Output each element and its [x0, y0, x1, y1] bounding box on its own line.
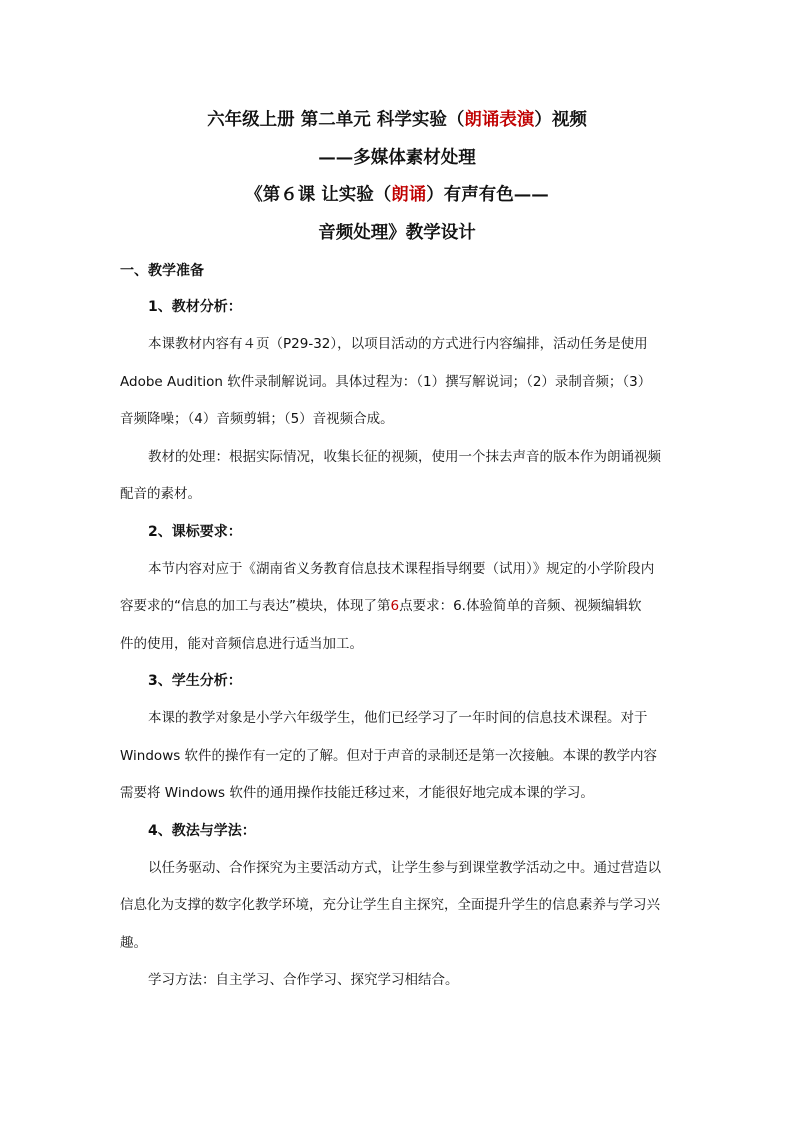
subheading-teaching-methods: 4、教法与学法： [148, 822, 256, 839]
title-line-2: ——多媒体素材处理 [318, 147, 476, 168]
paragraph-line-text: 以任务驱动、合作探究为主要活动方式，让学生参与到课堂教学活动之中。通过营造以 [148, 859, 661, 876]
paragraph-line-text: 点要求：6.体验简单的音频、视频编辑软 [399, 598, 642, 614]
paragraph-line-text: 教材的处理：根据实际情况，收集长征的视频，使用一个抹去声音的版本作为朗诵视频 [148, 448, 661, 465]
paragraph-line: 配音的素材。 [120, 486, 201, 502]
title-line-3 [0, 177, 794, 215]
title-line-4: 音频处理》教学设计 [318, 222, 476, 243]
paragraph-line [120, 326, 676, 364]
paragraph-line: Adobe Audition 软件录制解说词。具体过程为：（1）撰写解说词；（2）录制音频；（3） [120, 373, 652, 390]
title-line-3-text-a: 《第６课 让实验（ [245, 185, 392, 205]
paragraph-line: 音频降噪；（4）音频剪辑；（5）音视频合成。 [120, 411, 394, 427]
paragraph-line [120, 439, 676, 477]
section-heading-preparation: 一、教学准备 [120, 263, 204, 279]
title-line-3-text-b: ）有声有色—— [426, 185, 549, 205]
subheading-curriculum-requirements: 2、课标要求： [148, 523, 242, 540]
paragraph-line-text: 本节内容对应于《湖南省义务教育信息技术课程指导纲要（试用）》规定的小学阶段内 [148, 560, 655, 577]
title-line-1-text-b: ）视频 [534, 110, 587, 130]
paragraph-curriculum [120, 551, 676, 664]
title-line-1-text-a: 六年级上册 第二单元 科学实验（ [207, 110, 465, 130]
paragraph-line-text: 本课教材内容有４页（P29-32），以项目活动的方式进行内容编排，活动任务是使用 [148, 336, 648, 352]
subheading-textbook-analysis: 1、教材分析： [148, 299, 242, 315]
paragraph-teaching-methods [120, 850, 676, 963]
paragraph-learning-methods [120, 962, 676, 1000]
document-title [0, 102, 794, 252]
paragraph-line [120, 588, 676, 626]
paragraph-textbook-content [120, 326, 676, 439]
paragraph-line: 件的使用，能对音频信息进行适当加工。 [120, 635, 363, 652]
paragraph-line: 趣。 [120, 934, 147, 951]
paragraph-students [120, 700, 676, 813]
title-line-3-highlight: 朗诵 [391, 185, 427, 205]
title-line-1 [0, 102, 794, 140]
subheading-student-analysis: 3、学生分析： [148, 673, 242, 689]
paragraph-line [120, 962, 676, 1000]
paragraph-line [120, 850, 676, 888]
paragraph-line: 需要将 Windows 软件的通用操作技能迁移过来，才能很好地完成本课的学习。 [120, 785, 594, 801]
paragraph-line: 信息化为支撑的数字化教学环境，充分让学生自主探究，全面提升学生的信息素养与学习兴 [120, 897, 660, 913]
paragraph-line-text: 学习方法：自主学习、合作学习、探究学习相结合。 [148, 972, 459, 988]
highlight-number: 6 [390, 598, 400, 614]
title-line-1-highlight: 朗诵表演 [464, 110, 535, 130]
paragraph-line-text: 本课的教学对象是小学六年级学生，他们已经学习了一年时间的信息技术课程。对于 [148, 710, 648, 726]
paragraph-line [120, 551, 676, 589]
paragraph-textbook-processing [120, 439, 676, 514]
paragraph-line-text: 容要求的“信息的加工与表达”模块，体现了第 [120, 598, 391, 614]
paragraph-line [120, 700, 676, 738]
paragraph-line: Windows 软件的操作有一定的了解。但对于声音的录制还是第一次接触。本课的教学内容 [120, 747, 658, 764]
document-body [120, 253, 676, 1000]
